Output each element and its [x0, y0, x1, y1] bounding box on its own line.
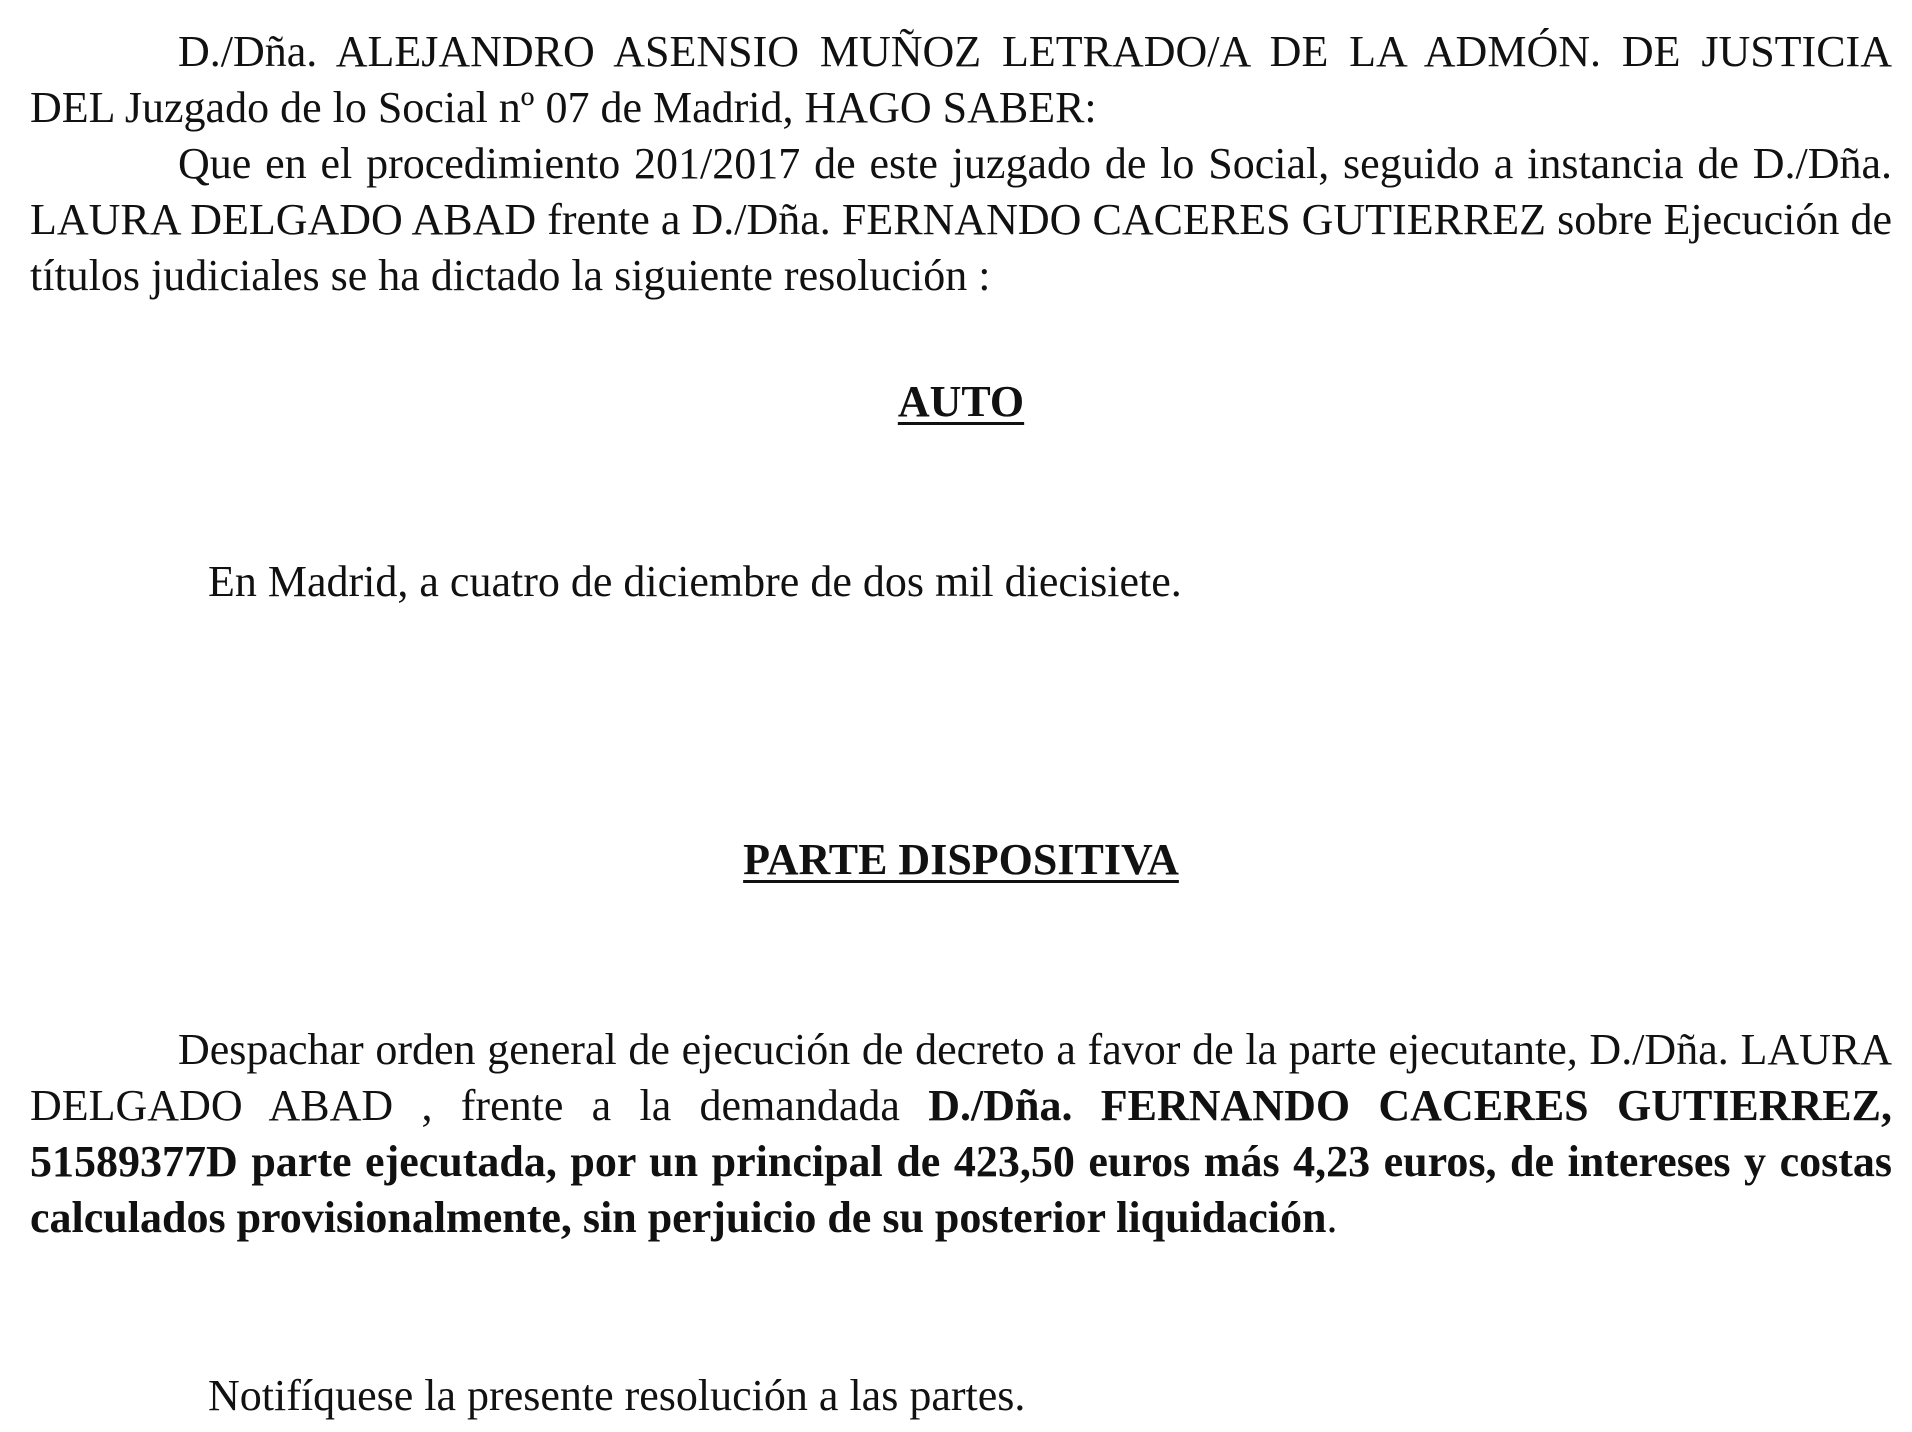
dispositiva-paragraph [30, 1022, 1892, 1246]
date-line: En Madrid, a cuatro de diciembre de dos mil diecisiete. [208, 557, 1182, 606]
dispositiva-heading: PARTE DISPOSITIVA [743, 835, 1179, 884]
notification-line: Notifíquese la presente resolución a las partes. [208, 1371, 1026, 1420]
dispositiva-text-plain: Despachar orden general de ejecución de decreto a favor de la parte ejecutante, D./Dña. LAURA DELGADO ABAD , frente a la demandada [30, 1025, 1892, 1130]
dispositiva-text-end: . [1326, 1193, 1338, 1242]
document-page [30, 0, 1892, 1432]
intro-paragraph: Que en el procedimiento 201/2017 de este juzgado de lo Social, seguido a instancia de D./Dña. LAURA DELGADO ABAD frente a D./Dña. FERNANDO CACERES GUTIERREZ sobre Ejecución de títulos judiciales se ha dictado la siguiente resolución : [30, 139, 1892, 300]
header-paragraph: D./Dña. ALEJANDRO ASENSIO MUÑOZ LETRADO/A DE LA ADMÓN. DE JUSTICIA DEL Juzgado de lo Social nº 07 de Madrid, HAGO SABER: [30, 27, 1892, 132]
dispositiva-text-bold: D./Dña. FERNANDO CACERES GUTIERREZ, 51589377D parte ejecutada, por un principal de 423,50 euros más 4,23 euros, de intereses y costas calculados provisionalmente, sin perjuicio de su posterior liquidación [30, 1081, 1893, 1242]
auto-heading: AUTO [897, 377, 1025, 426]
